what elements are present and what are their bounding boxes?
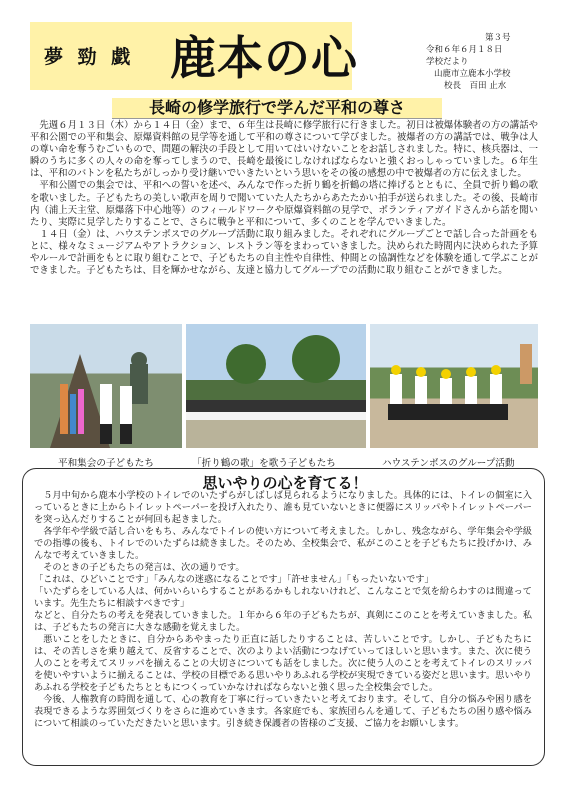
column-title: 思いやりの心を育てる！ <box>202 474 368 492</box>
article-body <box>30 120 538 277</box>
article-paragraph: 先週６月１３日（木）から１４日（金）まで、６年生は長崎に修学旅行に行きました。初日は被爆体験者の方の講話や平和公園での平和集会、原爆資料館の見学等を通して平和の尊さについて学びました。被爆者の方の講話では、戦争は人の尊い命を奪うむごいもので、問題の解決の手段として用いてはいけないことをお話しされました。特に、核兵器は、一瞬のうちに多くの人々の命を奪ってしまうので、長崎を最後にしなければならないと強くおっしゃっていました。６年生は、平和のバトンを私たちがしっかり受け継いでいきたいという思いをその後の感想の中で被爆者の方に伝えました。 <box>30 120 538 180</box>
photo-row <box>30 324 538 448</box>
school-name: 山鹿市立鹿本小学校 <box>434 69 511 79</box>
column-paragraph: そのときの子どもたちの発言は、次の通りです。 <box>43 562 245 573</box>
photo-caption: 「折り鶴の歌」を歌う子どもたち <box>192 458 336 469</box>
photo-peace-rally <box>30 324 182 448</box>
issue-info <box>426 32 511 92</box>
school-motto: 夢 勁 戯 <box>44 46 135 68</box>
article-paragraph: 平和公園での集会では、平和への誓いを述べ、みんなで作った折り鶴を折鶴の塔に捧げるとともに、全員で折り鶴の歌を歌いました。子どもたちの美しい歌声を周りで聞いていた人たちからあたたかい拍手が送られました。その後、長崎市内（浦上天主堂、原爆落下中心地等）のフィールドワークや原爆資料館の見学で、ボランティアガイドさんから話を聞いたり、実際に見学したりすることで、さらに戦争と平和について、多くのことを学んでいきました。 <box>30 180 538 228</box>
article-headline <box>112 98 442 119</box>
photo-caption: 平和集会の子どもたち <box>58 458 154 469</box>
photo-crane-song <box>186 324 366 448</box>
issue-number: 第３号 <box>485 33 511 43</box>
column-paragraph: などと、自分たちの考えを発表していきました。１年から６年の子どもたちが、真剣にこのことを考えていきました。私は、子どもたちの発言に大きな感動を覚えました。 <box>34 610 532 633</box>
principal-name: 校長 百田 止水 <box>444 81 507 91</box>
column-quote: 「いたずらをしている人は、何かいらいらすることがあるかもしれないけれど、こんなことで気を紛らわすのは間違っています。先生たちに相談すべきです」 <box>34 586 532 609</box>
column-body <box>34 490 532 730</box>
issue-date: 令和６年６月１８日 <box>426 45 503 55</box>
article-paragraph: １４日（金）は、ハウステンボスでのグループ活動に取り組みました。それぞれにグループごとで話し合った計画をもとに、様々なミュージアムやアトラクション、レストラン等をまわっていきました。決められた時間内に決められた予算やルールで計画をもとに取り組むことで、子どもたちの自主性や自律性、仲間との協調性などを体験を通して学ぶことができました。子どもたちは、目を輝かせながら、友達と協力してグループでの活動に取り組むことができました。 <box>30 228 538 277</box>
photo-huis-ten-bosch <box>370 324 538 448</box>
newsletter-title: 鹿本の心 <box>170 31 358 85</box>
photo-caption: ハウステンボスのグループ活動 <box>382 458 515 469</box>
newsletter-type: 学校だより <box>426 57 469 67</box>
column-paragraph: ５月中旬から鹿本小学校のトイレでのいたずらがしばしば見られるようになりました。具体的には、トイレの個室に入っているときに上からトイレットペーパーを投げ入れたり、誰も見ていないときに便器にスリッパやトイレットペーパーを突っ込んだりすることが何回も起きました。 <box>34 490 532 525</box>
article-headline-text: 長崎の修学旅行で学んだ平和の尊さ <box>148 98 405 117</box>
column-quote: 「これは、ひどいことです」「みんなの迷惑になることです」「許せません」「もったいないです」 <box>34 574 434 585</box>
column-paragraph: 悪いことをしたときに、自分からあやまったり正直に話したりすることは、苦しいことです。しかし、子どもたちには、その苦しさを乗り越えて、反省することで、次のよりよい活動につなげていってほしいと思います。また、次に使う人のことを考えてスリッパを揃えることの大切さについても話をしました。次に使う人のことを考えてトイレのスリッパを使いやすいように揃えることは、学校の目標である思いやりあふれる学校が実現できている姿だと思います。思いやりあふれる学校を子どもたちとともにつくっていかなければならないと強く思った全校集会でした。 <box>34 634 532 693</box>
column-paragraph: 今後、人権教育の時間を通して、心の教育を丁寧に行っていきたいと考えております。そして、自分の悩みや困り感を表現できるような雰囲気づくりをさらに進めていきます。各家庭でも、家族団らんを通して、子どもたちの困り感や悩みについて相談のっていただきたいと思います。引き続き保護者の皆様のご支援、ご協力をお願いします。 <box>34 694 532 729</box>
column-paragraph: 各学年や学級で話し合いをもち、みんなでトイレの使い方について考えました。しかし、残念ながら、学年集会や学級での指導の後も、トイレでのいたずらは続きました。そのため、全校集会で、私がこのことを子どもたちに投げかけ、みんなで考えていきました。 <box>34 526 532 561</box>
